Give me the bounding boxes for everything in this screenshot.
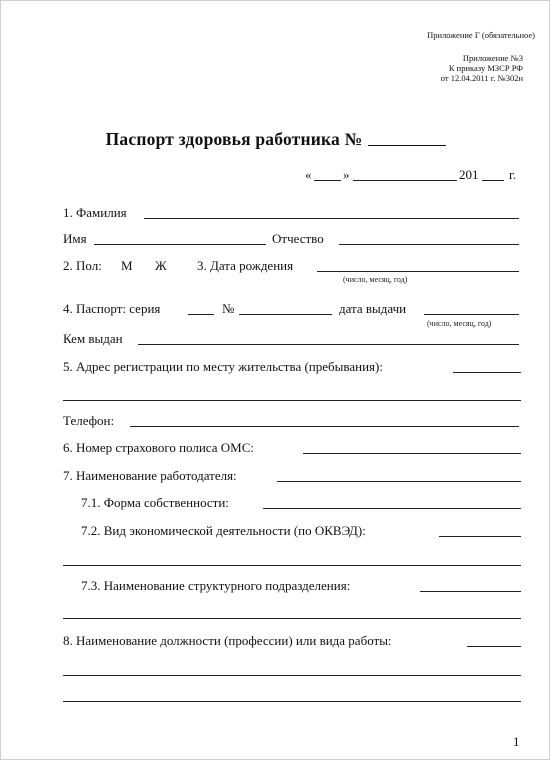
date-open-quote: «	[305, 167, 312, 182]
appendix-3-label: Приложение №3	[462, 53, 523, 63]
title-number-blank	[368, 144, 446, 146]
position-blank[interactable]	[467, 646, 521, 647]
surname-blank[interactable]	[144, 218, 519, 219]
date-day-blank[interactable]	[314, 180, 341, 181]
position-blank-line-2[interactable]	[63, 675, 521, 676]
order-label: К приказу МЗСР РФ	[448, 63, 523, 73]
passport-number-label: №	[222, 301, 235, 316]
employer-label: 7. Наименование работодателя:	[63, 468, 237, 483]
position-label: 8. Наименование должности (профессии) или вида работы:	[63, 633, 392, 648]
issued-by-blank[interactable]	[138, 344, 519, 345]
issue-date-hint: (число, месяц, год)	[427, 319, 492, 328]
title-text: Паспорт здоровья работника №	[105, 129, 363, 149]
address-label: 5. Адрес регистрации по месту жительства (пребывания):	[63, 359, 383, 374]
name-blank[interactable]	[94, 244, 266, 245]
patronymic-label: Отчество	[272, 231, 324, 246]
date-close-quote: »	[343, 167, 350, 182]
subdivision-blank-line-2[interactable]	[63, 618, 521, 619]
subdivision-blank[interactable]	[420, 591, 521, 592]
date-year-suffix: г.	[509, 167, 517, 182]
ownership-blank[interactable]	[263, 508, 521, 509]
phone-label: Телефон:	[63, 413, 115, 428]
phone-blank[interactable]	[130, 426, 519, 427]
date-year-blank[interactable]	[482, 180, 504, 181]
position-blank-line-3[interactable]	[63, 701, 521, 702]
order-date-label: от 12.04.2011 г. №302н	[440, 73, 523, 83]
page-title	[1, 129, 550, 150]
issue-date-label: дата выдачи	[339, 301, 407, 316]
activity-label: 7.2. Вид экономической деятельности (по ОКВЭД):	[81, 523, 366, 538]
oms-label: 6. Номер страхового полиса ОМС:	[63, 440, 254, 455]
passport-number-blank[interactable]	[239, 314, 332, 315]
date-month-blank[interactable]	[353, 180, 457, 181]
sex-male-option[interactable]: М	[121, 258, 133, 273]
activity-blank[interactable]	[439, 536, 521, 537]
page-number: 1	[513, 734, 520, 749]
date-year-prefix: 201	[459, 167, 479, 182]
employer-blank[interactable]	[277, 481, 521, 482]
passport-label: 4. Паспорт: серия	[63, 301, 161, 316]
ownership-label: 7.1. Форма собственности:	[81, 495, 229, 510]
activity-blank-line-2[interactable]	[63, 565, 521, 566]
subdivision-label: 7.3. Наименование структурного подразделения:	[81, 578, 351, 593]
surname-label: 1. Фамилия	[63, 205, 127, 220]
issued-by-label: Кем выдан	[63, 331, 123, 346]
address-blank[interactable]	[453, 372, 521, 373]
appendix-g-label: Приложение Г (обязательное)	[427, 30, 535, 40]
birth-date-blank[interactable]	[317, 271, 519, 272]
birth-date-label: 3. Дата рождения	[197, 258, 294, 273]
address-blank-line-2[interactable]	[63, 400, 521, 401]
patronymic-blank[interactable]	[339, 244, 519, 245]
birth-date-hint: (число, месяц, год)	[343, 275, 408, 284]
sex-label: 2. Пол:	[63, 258, 102, 273]
oms-blank[interactable]	[303, 453, 521, 454]
passport-series-blank[interactable]	[188, 314, 214, 315]
name-label: Имя	[63, 231, 87, 246]
sex-female-option[interactable]: Ж	[155, 258, 167, 273]
issue-date-blank[interactable]	[424, 314, 519, 315]
